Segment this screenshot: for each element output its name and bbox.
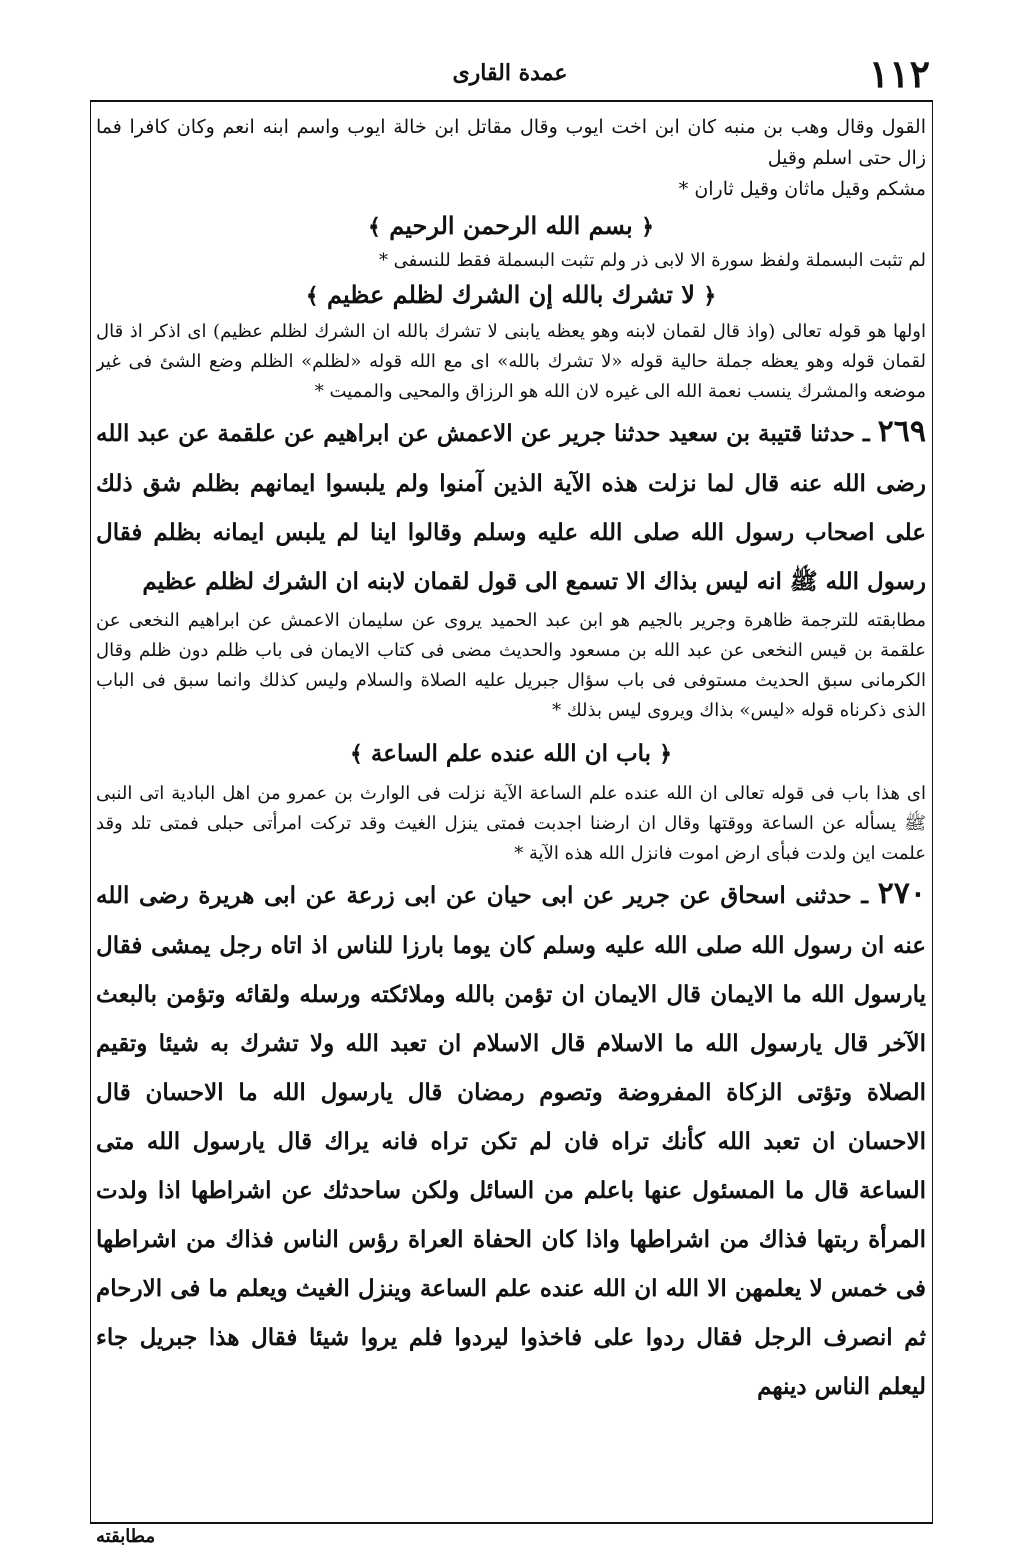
hadith-269: ٢٦٩ ـ حدثنا قتيبة بن سعيد حدثنا جرير عن الاعمش عن ابراهيم عن علقمة عن عبد الله رضى الله عنه قال لما نزلت هذه الآية الذين آمنوا ولم يلبسوا ايمانهم بظلم شق ذلك على اصحاب رسول الله صلى الله عليه وسلم وقالوا اينا لم يلبس ايمانه بظلم فقال رسول الله ﷺ انه ليس بذاك الا تسمع الى قول لقمان لابنه ان الشرك لظلم عظيم (96, 414, 926, 595)
page-number: ١١٢ (868, 51, 930, 96)
chapter-heading-text: باب ان الله عنده علم الساعة (370, 740, 652, 767)
basmala-heading (96, 211, 926, 240)
ornament-icon: ﴾ (305, 283, 319, 309)
page-header (90, 52, 930, 98)
commentary-paragraph: اولها هو قوله تعالى (واذ قال لقمان لابنه وهو يعظه يابنى لا تشرك بالله ان الشرك لظلم عظيم) اى اذكر اذ قال لقمان قوله وهو يعظه جملة حالية قوله «لا تشرك بالله» اى مع الله قوله «لظلم» الظلم وضع الشئ فى غير موضعه والمشرك ينسب نعمة الله الى غيره لان الله هو الرزاق والمحيى والمميت * (96, 321, 926, 402)
hadith-text: قتيبة بن سعيد حدثنا جرير عن الاعمش عن ابراهيم عن علقمة عن عبد الله رضى الله عنه قال لما نزلت هذه الآية الذين آمنوا ولم يلبسوا ايمانهم بظلم شق ذلك على اصحاب رسول الله صلى الله عليه وسلم وقالوا اينا لم يلبس ايمانه بظلم فقال رسول الله ﷺ انه ليس بذاك الا تسمع الى قول لقمان لابنه ان الشرك لظلم عظيم (96, 420, 926, 595)
intro-line-2: مشكم وقيل ماثان وقيل ثاران * (678, 178, 926, 200)
right-border (932, 100, 933, 1522)
ornament-icon: ﴿ (703, 283, 717, 309)
verse-heading-text: لا تشرك بالله إن الشرك لظلم عظيم (327, 280, 695, 309)
ornament-icon: ﴾ (368, 214, 381, 240)
hadith-text: اسحاق عن جرير عن ابى حيان عن ابى زرعة عن ابى هريرة رضى الله عنه ان رسول الله صلى الله عليه وسلم كان يوما بارزا للناس اذ اتاه رجل يمشى فقال يارسول الله ما الايمان قال الايمان ان تؤمن بالله وملائكته ورسله ولقائه وتؤمن بالبعث الآخر قال يارسول الله ما الاسلام قال الاسلام ان تعبد الله ولا تشرك به شيئا وتقيم الصلاة وتؤتى الزكاة المفروضة وتصوم رمضان قال يارسول الله ما الاحسان قال الاحسان ان تعبد الله كأنك تراه فان لم تكن تراه فانه يراك قال يارسول الله متى الساعة قال ما المسئول عنها باعلم من السائل ولكن ساحدثك عن اشراطها اذا ولدت المرأة ربتها فذاك من اشراطها واذا كان الحفاة العراة رؤس الناس فذاك من اشراطها فى خمس لا يعلمهن الا الله ان الله عنده علم الساعة وينزل الغيث ويعلم ما فى الارحام ثم انصرف الرجل فقال ردوا على فاخذوا ليردوا فلم يروا شيئا فقال هذا جبريل جاء ليعلم الناس دينهم (96, 882, 926, 1400)
commentary-paragraph: اى هذا باب فى قوله تعالى ان الله عنده علم الساعة الآية نزلت فى الوارث بن عمرو من اهل البادية اتى النبى ﷺ يسأله عن الساعة ووقتها وقال ان ارضنا اجدبت فمتى ينزل الغيث وقد تركت امرأتى حبلى فمتى تلد وقد علمت اين ولدت فبأى ارض اموت فانزل الله هذه الآية * (96, 783, 926, 864)
hadith-number: ٢٦٩ (877, 414, 926, 449)
hadith-270: ٢٧٠ ـ حدثنى اسحاق عن جرير عن ابى حيان عن ابى زرعة عن ابى هريرة رضى الله عنه ان رسول الله صلى الله عليه وسلم كان يوما بارزا للناس اذ اتاه رجل يمشى فقال يارسول الله ما الايمان قال الايمان ان تؤمن بالله وملائكته ورسله ولقائه وتؤمن بالبعث الآخر قال يارسول الله ما الاسلام قال الاسلام ان تعبد الله ولا تشرك به شيئا وتقيم الصلاة وتؤتى الزكاة المفروضة وتصوم رمضان قال يارسول الله ما الاحسان قال الاحسان ان تعبد الله كأنك تراه فان لم تكن تراه فانه يراك قال يارسول الله متى الساعة قال ما المسئول عنها باعلم من السائل ولكن ساحدثك عن اشراطها اذا ولدت المرأة ربتها فذاك من اشراطها واذا كان الحفاة العراة رؤس الناس فذاك من اشراطها فى خمس لا يعلمهن الا الله ان الله عنده علم الساعة وينزل الغيث ويعلم ما فى الارحام ثم انصرف الرجل فقال ردوا على فاخذوا ليردوا فلم يروا شيئا فقال هذا جبريل جاء ليعلم الناس دينهم (96, 876, 926, 1400)
commentary-paragraph: مطابقته للترجمة ظاهرة وجرير بالجيم هو ابن عبد الحميد يروى عن سليمان الاعمش عن ابراهيم النخعى عن علقمة بن قيس النخعى عن عبد الله بن مسعود والحديث مضى فى كتاب الايمان فى باب ظلم دون ظلم وقال الكرمانى سبق الحديث مستوفى فى باب سؤال جبريل عليه الصلاة والسلام وليس كذلك وانما سبق فى الباب الذى ذكرناه قوله «ليس» بذاك ويروى ليس بذلك * (96, 610, 926, 721)
ornament-icon: ﴾ (350, 741, 363, 767)
running-title: عمدة القارى (452, 60, 568, 86)
intro-line-1: القول وقال وهب بن منبه كان ابن اخت ايوب وقال مقاتل ابن خالة ايوب واسم ابنه انعم وكان كافرا فما زال حتى اسلم وقيل (96, 116, 926, 169)
basmala-text: بسم الله الرحمن الرحيم (389, 211, 633, 240)
hadith-number: ٢٧٠ (877, 876, 926, 911)
chapter-heading (96, 740, 926, 767)
ornament-icon: ﴿ (659, 741, 672, 767)
page-body (96, 112, 926, 1516)
ornament-icon: ﴿ (641, 214, 654, 240)
top-border (90, 100, 933, 102)
catchword: مطابقته (96, 1526, 156, 1547)
hadith-keyword: حدثنى (795, 883, 852, 909)
basmala-note: لم تثبت البسملة ولفظ سورة الا لابى ذر ولم تثبت البسملة فقط للنسفى * (378, 250, 926, 271)
hadith-keyword: حدثنا (810, 421, 855, 447)
bottom-border (90, 1522, 933, 1524)
verse-heading (96, 280, 926, 309)
left-border (90, 100, 91, 1522)
